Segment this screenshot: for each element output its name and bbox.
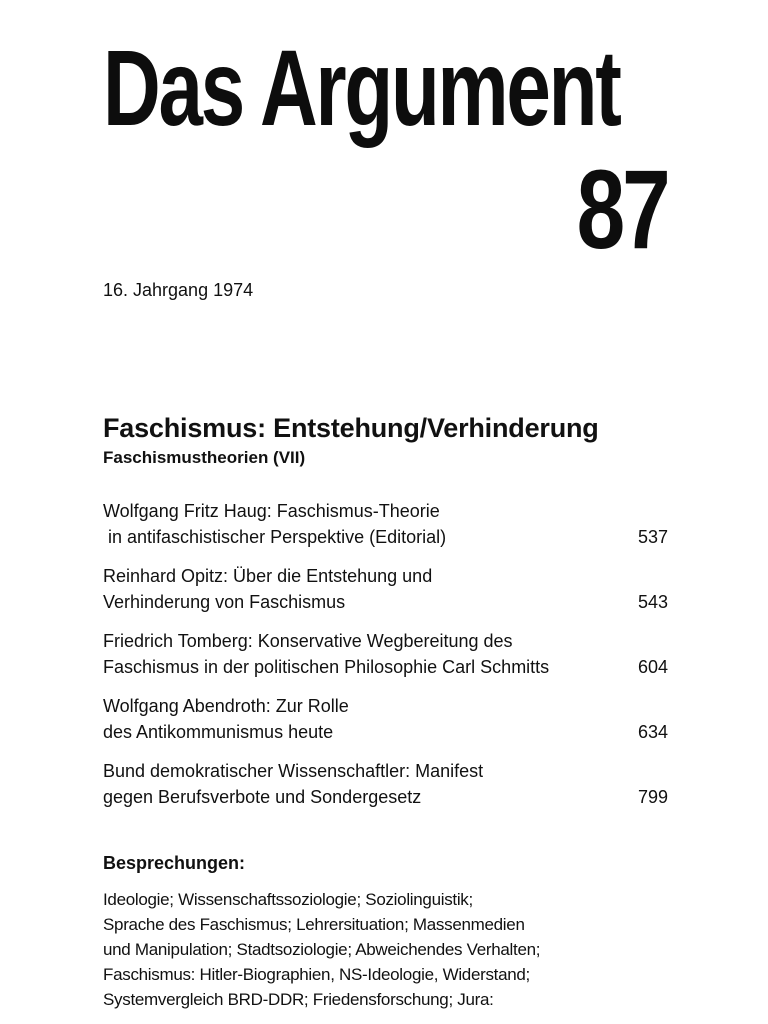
- toc-entry-line: Wolfgang Abendroth: Zur Rolle: [103, 696, 349, 716]
- reviews-topic-line: Ideologie; Wissenschaftssoziologie; Soziolinguistik;: [103, 890, 473, 909]
- toc-entry-line: Faschismus in der politischen Philosophie Carl Schmitts: [103, 657, 550, 677]
- reviews-topic-list: [103, 887, 668, 1012]
- toc-entry: [103, 758, 668, 810]
- reviews-section: [103, 850, 668, 1012]
- reviews-topic-line: Systemvergleich BRD-DDR; Friedensforschung; Jura:: [103, 990, 494, 1009]
- toc-entry: [103, 693, 668, 745]
- toc-page-number: 543: [637, 592, 668, 612]
- topic-title: Faschismus: Entstehung/Verhinderung: [103, 413, 599, 443]
- table-of-contents: [103, 498, 668, 823]
- toc-page-number: 537: [637, 527, 668, 547]
- toc-entry: [103, 563, 668, 615]
- toc-entry-line: Friedrich Tomberg: Konservative Wegbereitung des: [103, 631, 513, 651]
- toc-entry: [103, 628, 668, 680]
- toc-entry-line: Verhinderung von Faschismus: [103, 592, 346, 612]
- toc-entry-title: [103, 758, 483, 810]
- toc-page-number: 604: [637, 657, 668, 677]
- toc-entry-line: des Antikommunismus heute: [103, 722, 334, 742]
- toc-entry-line: in antifaschistischer Perspektive (Editorial): [103, 527, 447, 547]
- toc-entry-line: Reinhard Opitz: Über die Entstehung und: [103, 566, 433, 586]
- toc-entry: [103, 498, 668, 550]
- reviews-topic-line: und Manipulation; Stadtsoziologie; Abweichendes Verhalten;: [103, 940, 541, 959]
- toc-entry-line: Bund demokratischer Wissenschaftler: Manifest: [103, 761, 484, 781]
- issue-topic: [103, 410, 673, 470]
- volume-year: 16. Jahrgang 1974: [103, 280, 254, 300]
- masthead: [103, 27, 668, 272]
- toc-entry-title: [103, 563, 432, 615]
- toc-page-number: 799: [637, 787, 668, 807]
- toc-entry-line: Wolfgang Fritz Haug: Faschismus-Theorie: [103, 501, 440, 521]
- toc-entry-title: [103, 498, 446, 550]
- reviews-heading: Besprechungen:: [103, 853, 246, 873]
- topic-subtitle: Faschismustheorien (VII): [103, 448, 306, 467]
- issue-number: 87: [577, 147, 668, 272]
- reviews-topic-line: Faschismus: Hitler-Biographien, NS-Ideologie, Widerstand;: [103, 965, 530, 984]
- magazine-title: Das Argument: [103, 27, 620, 148]
- toc-entry-title: [103, 628, 549, 680]
- toc-page-number: 634: [637, 722, 668, 742]
- toc-entry-title: [103, 693, 349, 745]
- reviews-topic-line: Sprache des Faschismus; Lehrersituation; Massenmedien: [103, 915, 525, 934]
- toc-entry-line: gegen Berufsverbote und Sondergesetz: [103, 787, 422, 807]
